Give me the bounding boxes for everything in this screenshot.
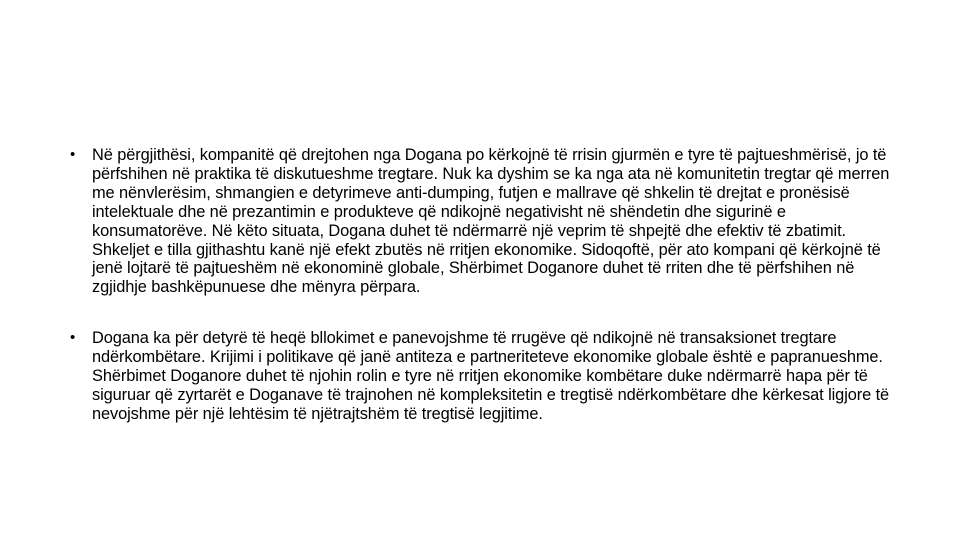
bullet-item-customs-duty	[70, 329, 890, 424]
bullet-text: Dogana ka për detyrë të heqë bllokimet e panevojshme të rrugëve që ndikojnë në transaksionet tregtare ndërkombëtare. Krijimi i politikave që janë antiteza e partneriteteve ekonomike globale është e papranueshme. Shërbimet Doganore duhet të njohin rolin e tyre në rritjen ekonomike kombëtare duke ndërmarrë hapa për të siguruar që zyrtarët e Doganave të trajnohen në kompleksitetin e tregtisë ndërkombëtare dhe kërkesat ligjore të nevojshme për një lehtësim të njëtrajtshëm të tregtisë legjitime.	[92, 329, 890, 423]
bullet-marker: •	[70, 329, 76, 347]
bullet-list	[70, 146, 890, 424]
bullet-text: Në përgjithësi, kompanitë që drejtohen nga Dogana po kërkojnë të rrisin gjurmën e tyre të pajtueshmërisë, jo të përfshihen në praktika të diskutueshme tregtare. Nuk ka dyshim se ka nga ata në komunitetin tregtar që merren me nënvlerësim, shmangien e detyrimeve anti-dumping, futjen e mallrave që shkelin të drejtat e pronësisë intelektuale dhe në prezantimin e produkteve që ndikojnë negativisht në shëndetin dhe sigurinë e konsumatorëve. Në këto situata, Dogana duhet të ndërmarrë një veprim të shpejtë dhe efektiv të zbatimit. Shkeljet e tilla gjithashtu kanë një efekt zbutës në rritjen ekonomike. Sidoqoftë, për ato kompani që kërkojnë të jenë lojtarë të pajtueshëm në ekonominë globale, Shërbimet Doganore duhet të rriten dhe të përfshihen në zgjidhje bashkëpunuese dhe mënyra përpara.	[92, 146, 890, 297]
bullet-item-compliance	[70, 146, 890, 297]
bullet-marker: •	[70, 146, 76, 163]
